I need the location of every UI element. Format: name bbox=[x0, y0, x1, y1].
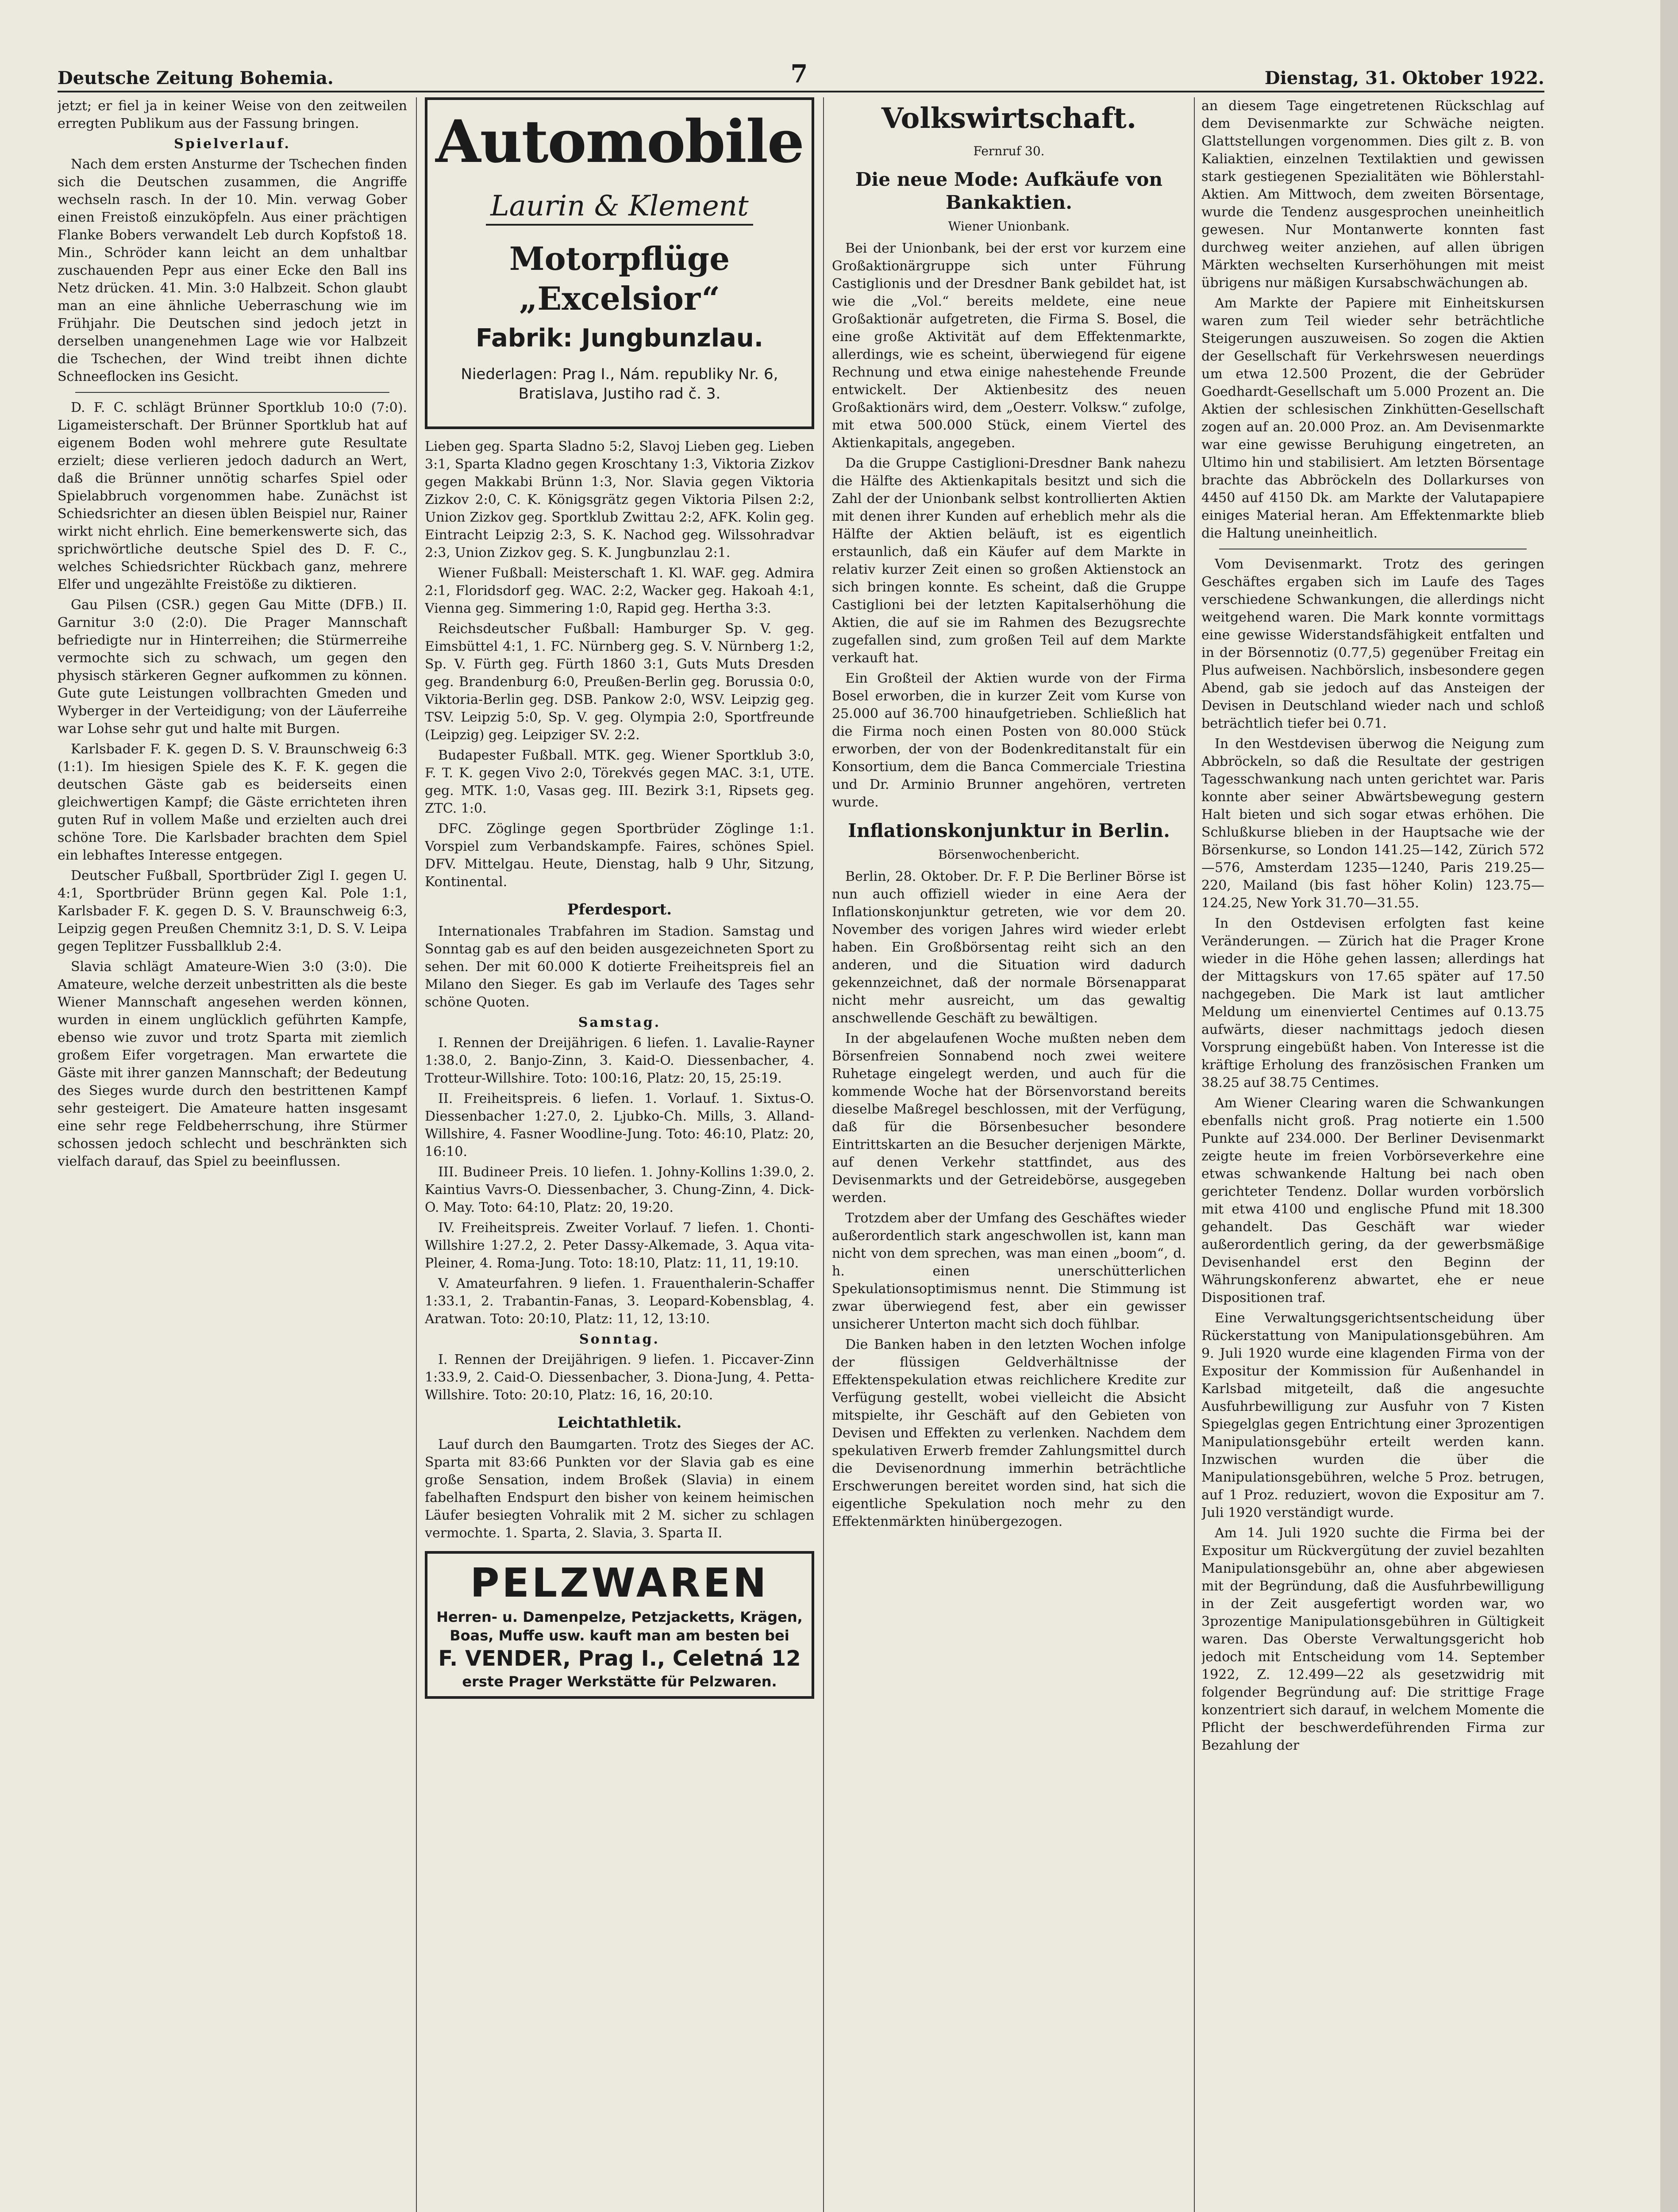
section-subheading: Spielverlauf. bbox=[174, 136, 291, 152]
header-rule bbox=[58, 91, 1544, 92]
article-text: V. Amateurfahren. 9 liefen. 1. Frauenthalerin-Schaffer 1:33.1, 2. Trabantin-Fanas, 3. Leopard-Kobensblag, 4. Aratwan. Toto: 20:10, Platz: 11, 12, 13:10. bbox=[425, 1276, 814, 1327]
article-subheading: Wiener Unionbank. bbox=[948, 219, 1070, 234]
article-text: jetzt; er fiel ja in keiner Weise von den zeitweilen erregten Publikum aus der Fassung bringen. bbox=[58, 98, 407, 131]
article-text: Bei der Unionbank, bei der erst vor kurzem eine Großaktionärgruppe sich unter Führung Castiglionis und der Dresdner Bank gebildet hat, ist wie die „Vol.“ bereits meldete, eine neue Großaktionär aufgetreten, die Firma S. Bosel, die eine große Aktivität auf dem Effektenmarkte, allerdings, wie es scheint, überwiegend für eigene Rechnung und etwa einige nahestehende Freunde entwickelt. Der Aktienbesitz des neuen Großaktionärs wird, dem „Oesterr. Volksw.“ zufolge, mit etwa 500.000 Stück, einem Viertel des Aktienkapitals, angegeben. bbox=[832, 241, 1186, 451]
article-text: Am Wiener Clearing waren die Schwankungen ebenfalls nicht groß. Prag notierte ein 1.500 Punkte auf 234.000. Der Berliner Devisenmarkt zeigte heute im freien Vorbörseverkehre eine etwas schwankende Haltung bei nach oben gerichteter Tendenz. Dollar wurden vorbörslich mit etwa 4100 und englische Pfund mit 18.300 gehandelt. Das Geschäft war wieder außerordentlich gering, da der gewerbsmäßige Devisenhandel erst den Beginn der Währungskonferenz abwartet, ehe er neue Dispositionen traf. bbox=[1201, 1095, 1544, 1306]
column-divider bbox=[1194, 97, 1195, 2212]
article-text: Reichsdeutscher Fußball: Hamburger Sp. V. geg. Eimsbüttel 4:1, 1. FC. Nürnberg geg. S. V. Nürnberg 1:2, Sp. V. Fürth geg. Fürth 1860 3:1, Guts Muts Dresden geg. Brandenburg 6:0, Preußen-Berlin geg. Borussia 0:0, Viktoria-Berlin geg. DSB. Pankow 2:0, WSV. Leipzig geg. TSV. Leipzig 5:0, Sp. V. geg. Olympia 2:0, Sportfreunde (Leipzig) geg. Leipziger SV. 2:2. bbox=[425, 621, 814, 743]
ad-title: Automobile bbox=[435, 108, 804, 176]
ad-factory: Fabrik: Jungbunzlau. bbox=[476, 324, 763, 353]
section-heading: Pferdesport. bbox=[567, 901, 672, 918]
section-heading: Leichtathletik. bbox=[557, 1414, 682, 1432]
ad-address: F. VENDER, Prag I., Celetná 12 bbox=[438, 1646, 801, 1671]
article-text: In den Westdevisen überwog die Neigung zum Abbröckeln, so daß die Resultate der gestrigen Tagesschwankung nach unten gerichtet war. Paris konnte aber seiner Abwärtsbewegung gestern Halt bieten und sich sogar etwas erhöhen. Die Schlußkurse blieben in der Hauptsache wie der Börsenkurse, so London 141.25—142, Zürich 572—576, Amsterdam 1235—1240, Paris 219.25—220, Mailand (bis fast höher Kolin) 123.75—124.25, New York 31.70—31.55. bbox=[1201, 736, 1544, 911]
newspaper-title: Deutsche Zeitung Bohemia. bbox=[58, 68, 334, 88]
article-text: Karlsbader F. K. gegen D. S. V. Braunschweig 6:3 (1:1). Im hiesigen Spiele des K. F. K. gegen die deutschen Gäste gab es beiderseits einen gleichwertigen Kampf; die Gäste errichteten ihren guten Ruf in vollem Maße und erzielten auch drei schöne Tore. Die Karlsbader brachten dem Spiel ein lebhaftes Interesse entgegen. bbox=[58, 741, 407, 863]
column-markets bbox=[1201, 97, 1544, 2212]
fur-advertisement bbox=[425, 1551, 814, 1699]
brand-logo: Laurin & Klement bbox=[435, 188, 804, 226]
article-text: Gau Pilsen (CSR.) gegen Gau Mitte (DFB.) II. Garnitur 3:0 (2:0). Die Prager Mannschaft befriedigte nur in Hinterreihen; die Stürmerreihe vermochte sich zu schwach, um gegen den physisch stärkeren Gegner aufkommen zu können. Gute gute Leistungen vollbrachten Gmeden und Wyberger in der Verteidigung; von der Läuferreihe war Lohse sehr gut und halte mit Burgen. bbox=[58, 597, 407, 737]
telephone-note: Fernruf 30. bbox=[973, 144, 1045, 158]
page-header bbox=[58, 58, 1544, 88]
column-divider bbox=[823, 97, 824, 2212]
article-text: Lauf durch den Baumgarten. Trotz des Sieges der AC. Sparta mit 83:66 Punkten vor der Slavia gab es eine große Sensation, indem Broßek (Slavia) in einem fabelhaften Endspurt den bisher von keinem heimischen Läufer besiegten Vohralik mit 2 M. sicher zu schlagen vermochte. 1. Sparta, 2. Slavia, 3. Sparta II. bbox=[425, 1437, 814, 1541]
section-heading: Volkswirtschaft. bbox=[881, 102, 1137, 135]
section-subheading: Samstag. bbox=[578, 1015, 661, 1030]
ad-title: PELZWAREN bbox=[470, 1560, 769, 1606]
article-text: Wiener Fußball: Meisterschaft 1. Kl. WAF. geg. Admira 2:1, Floridsdorf geg. WAC. 2:2, Wacker geg. Hakoah 4:1, Vienna geg. Simmering 1:0, Rapid geg. Hertha 3:3. bbox=[425, 565, 814, 616]
article-text: III. Budineer Preis. 10 liefen. 1. Johny-Kollins 1:39.0, 2. Kaintius Vavrs-O. Diessenbacher, 3. Chung-Zinn, 4. Dick-O. May. Toto: 64:10, Platz: 20, 19:20. bbox=[425, 1164, 814, 1215]
column-sports bbox=[58, 97, 407, 2212]
article-text: Budapester Fußball. MTK. geg. Wiener Sportklub 3:0, F. T. K. gegen Vivo 2:0, Törekvés gegen MAC. 3:1, UTE. geg. MTK. 1:0, Vasas geg. III. Bezirk 3:1, Ripsets geg. ZTC. 1:0. bbox=[425, 748, 814, 816]
article-text: Vom Devisenmarkt. Trotz des geringen Geschäftes ergaben sich im Laufe des Tages verschiedene Schwankungen, die allerdings nicht weitgehend waren. Die Mark konnte vormittags eine gewisse Widerstandsfähigkeit entfalten und in der Börsennotiz (0.77,5) gegenüber Freitag ein Plus aufweisen. Nachbörslich, insbesondere gegen Abend, gab sie jedoch auf das Ansteigen der Devisen in Deutschland wieder nach und schloß beträchtlich tiefer bei 0.71. bbox=[1201, 557, 1544, 731]
article-headline: Die neue Mode: Aufkäufe von Bankaktien. bbox=[855, 169, 1162, 213]
automobile-advertisement bbox=[425, 97, 814, 429]
column-divider bbox=[416, 97, 417, 2212]
ad-address: Niederlagen: Prag I., Nám. republiky Nr. 6, Bratislava, Justiho rad č. 3. bbox=[461, 365, 778, 403]
article-text: Internationales Trabfahren im Stadion. Samstag und Sonntag gab es auf den beiden ausgezeichneten Sport zu sehen. Der mit 60.000 K dotierte Freiheitspreis fiel an Milano den Sieger. Es gab im Verlaufe des Tages sehr schöne Quoten. bbox=[425, 924, 814, 1010]
article-text: D. F. C. schlägt Brünner Sportklub 10:0 (7:0). Ligameisterschaft. Der Brünner Sportklub hat auf eigenem Boden wohl mehrere gute Resultate erzielt; diese verlieren jedoch dadurch an Wert, daß die Brünner unnötig scharfes Spiel oder Spielabbruch vorgenommen habe. Zunächst ist Schiedsrichter an diesen üblen Beispiel nur, Rainer wirkt nicht ehrlich. Eine bemerkenswerte sich, das sprichwörtliche deutsche Spiel des D. F. C., welches Schiedsrichter Rückbach ganz, mehrere Elfer und ungezählte Freistöße zu diktieren. bbox=[58, 400, 407, 592]
article-text: an diesem Tage eingetretenen Rückschlag auf dem Devisenmarkte zur Schwäche neigten. Glattstellungen vorgenommen. Dies gilt z. B. von Kaliaktien, einzelnen Textilaktien und gewissen stark gestiegenen Spezialitäten wie Böhlerstahl-Aktien. Am Mittwoch, dem zweiten Börsentage, wurde die Tendenz ausgesprochen uneinheitlich gewesen. Nur Montanwerte konnten fast durchweg weiter anziehen, auf allen übrigen Märkten wechselten Kurserhöhungen mit meist übrigens nur mäßigen Kursabschwächungen ab. bbox=[1201, 98, 1544, 291]
ad-text: erste Prager Werkstätte für Pelzwaren. bbox=[462, 1673, 777, 1690]
article-text: Ein Großteil der Aktien wurde von der Firma Bosel erworben, die in kurzer Zeit vom Kurse von 25.000 auf 36.700 hinaufgetrieben. Schließlich hat die Firma noch einen Posten von 80.000 Stück erworben, der von der Bodenkreditanstalt für ein Konsortium, dem die Banca Commerciale Triestina und Dr. Arminio Brunner angehören, vertreten wurde. bbox=[832, 671, 1186, 810]
article-text: Deutscher Fußball, Sportbrüder Zigl I. gegen U. 4:1, Sportbrüder Brünn gegen Kal. Pole 1:1, Karlsbader F. K. gegen D. S. V. Braunschweig 6:3, Leipzig gegen Preußen Chemnitz 3:1, D. S. V. Leipa gegen Teplitzer Fussballklub 2:4. bbox=[58, 868, 407, 954]
section-subheading: Sonntag. bbox=[579, 1332, 660, 1347]
column-results bbox=[425, 97, 814, 2212]
ad-product: Motorpflüge „Excelsior“ bbox=[509, 240, 730, 317]
article-subheading: Börsenwochenbericht. bbox=[938, 847, 1080, 862]
article-text: IV. Freiheitspreis. Zweiter Vorlauf. 7 liefen. 1. Chonti-Willshire 1:27.2, 2. Peter Dassy-Alkemade, 3. Aqua vita-Pleiner, 4. Roma-Jung. Toto: 18:10, Platz: 11, 11, 19:10. bbox=[425, 1220, 814, 1271]
page-number: 7 bbox=[790, 59, 808, 88]
article-text: Lieben geg. Sparta Sladno 5:2, Slavoj Lieben geg. Lieben 3:1, Sparta Kladno gegen Kroschtany 1:3, Viktoria Zizkov gegen Makkabi Brünn 1:3, Nor. Slavia gegen Viktoria Zizkov 2:0, C. K. Königsgrätz gegen Viktoria Pilsen 2:2, Union Zizkov geg. Sportklub Zwittau 2:2, AFK. Kolin geg. Eintracht Leipzig 2:3, S. K. Nachod geg. Wilssohradvar 2:3, Union Zizkov geg. S. K. Jungbunzlau 2:1. bbox=[425, 439, 814, 561]
article-text: Am Markte der Papiere mit Einheitskursen waren zum Teil wieder sehr beträchtliche Steigerungen auszuweisen. So zogen die Aktien der Gesellschaft für Verkehrswesen neuerdings um etwa 12.500 Prozent, die der Gebrüder Goedhardt-Gesellschaft um 5.000 Prozent an. Die Aktien der schlesischen Zinkhütten-Gesellschaft zogen auf an. 20.000 Proz. an. Am Devisenmarkte war eine gewisse Beruhigung eingetreten, an Ultimo hin und stabilisiert. Am letzten Börsentage brachte das Abbröckeln des Dollarkurses von 4450 auf 4150 Dk. am Markte der Valutapapiere einiges Material heran. Am Effektenmarkte blieb die Haltung uneinheitlich. bbox=[1201, 296, 1544, 541]
article-text: Nach dem ersten Ansturme der Tschechen finden sich die Deutschen zusammen, die Angriffe wechseln rasch. In der 10. Min. verwag Gober einen Freistoß einzuköpfeln. Aus einer prächtigen Flanke Bobers verwandelt Leb durch Kopfstoß 18. Min., Schröder kann leicht an dem unhaltbar zuschauenden Pepr aus einer Ecke den Ball ins Netz drücken. 41. Min. 3:0 Halbzeit. Schon glaubt man an eine ähnliche Ueberraschung wie im Frühjahr. Die Deutschen sind jedoch jetzt in derselben unangenehmen Lage wie vor Halbzeit die Tschechen, der Wind treibt ihnen dichte Schneeflocken ins Gesicht. bbox=[58, 157, 407, 384]
column-economy bbox=[832, 97, 1186, 2212]
article-text: I. Rennen der Dreijährigen. 6 liefen. 1. Lavalie-Rayner 1:38.0, 2. Banjo-Zinn, 3. Kaid-O. Diessenbacher, 4. Trotteur-Willshire. Toto: 100:16, Platz: 20, 15, 25:19. bbox=[425, 1035, 814, 1086]
article-text: Slavia schlägt Amateure-Wien 3:0 (3:0). Die Amateure, welche derzeit unbestritten als die beste Wiener Mannschaft angesehen werden können, wurden in einem unglücklich geführten Kampfe, ebenso wie zuvor und trotz Sparta mit ziemlich großem Eifer vorgetragen. Man erwartete die Gäste mit ihrer ganzen Mannschaft; der Bedeutung des Sieges wurde durch den bestrittenen Kampf sehr gesteigert. Die Amateure hatten insgesamt eine sehr rege Feldbeherrschung, ihre Stürmer schossen jedoch schlecht und beschränkten sich vielfach darauf, das Spiel zu beeinflussen. bbox=[58, 959, 407, 1169]
article-text: Am 14. Juli 1920 suchte die Firma bei der Expositur um Rückvergütung der zuviel bezahlten Manipulationsgebühr an, ohne aber abgewiesen mit der Begründung, daß die Ausfuhrbewilligung in der Zeit ausgefertigt worden war, wo 3prozentige Manipulationsgebühren in Gültigkeit waren. Das Oberste Verwaltungsgericht hob jedoch mit Entscheidung vom 14. September 1922, Z. 12.499—22 als gesetzwidrig mit folgender Begründung auf: Die strittige Frage konzentriert sich darauf, in welchem Momente die Pflicht der beschwerdeführenden Firma zur Bezahlung der bbox=[1201, 1525, 1544, 1753]
article-text: DFC. Zöglinge gegen Sportbrüder Zöglinge 1:1. Vorspiel zum Verbandskampfe. Faires, schönes Spiel. DFV. Mittelgau. Heute, Dienstag, halb 9 Uhr, Sitzung, Kontinental. bbox=[425, 821, 814, 890]
article-text: Eine Verwaltungsgerichtsentscheidung über Rückerstattung von Manipulationsgebühren. Am 9. Juli 1920 wurde eine klagenden Firma von der Expositur der Kommission für Außenhandel in Karlsbad mitgeteilt, daß die angesuchte Ausfuhrbewilligung zur Ausfuhr von 7 Kisten Spiegelglas gegen Entrichtung einer 3prozentigen Manipulationsgebühr erteilt werden kann. Inzwischen wurden die über die Manipulationsgebühren, welche 5 Proz. betrugen, auf 1 Proz. reduziert, wovon die Expositur am 7. Juli 1920 verständigt wurde. bbox=[1201, 1310, 1544, 1521]
article-text: Berlin, 28. Oktober. Dr. F. P. Die Berliner Börse ist nun auch offiziell wieder in eine Aera der Inflationskonjunktur getreten, wie vor dem 20. November des vorigen Jahres wird wieder erlebt haben. Ein Großbörsentag reiht sich an den anderen, und die Situation wird dadurch gekennzeichnet, daß der normale Börsenapparat nicht mehr ausreicht, um das gewaltig anschwellende Geschäft zu bewältigen. bbox=[832, 869, 1186, 1026]
article-text: II. Freiheitspreis. 6 liefen. 1. Vorlauf. 1. Sixtus-O. Diessenbacher 1:27.0, 2. Ljubko-Ch. Mills, 3. Alland-Willshire, 4. Fasner Woodline-Jung. Toto: 46:10, Platz: 20, 16:10. bbox=[425, 1091, 814, 1160]
divider bbox=[75, 392, 389, 393]
ad-text: Herren- u. Damenpelze, Petzjacketts, Krägen, Boas, Muffe usw. kauft man am besten bei bbox=[436, 1609, 803, 1644]
article-text: Da die Gruppe Castiglioni-Dresdner Bank nahezu die Hälfte des Aktienkapitals besitzt und sich die Zahl der der Unionbank selbst kontrollierten Aktien mit denen ihrer Kunden auf erheblich mehr als die Hälfte der Aktien beläuft, ist es eigentlich erstaunlich, daß ein Käufer auf dem Markte in relativ kurzer Zeit einen so großen Aktienstock an sich bringen konnte. Es scheint, daß die Gruppe Castiglioni bei der letzten Kapitalserhöhung die Aktien, die auf sie im Rahmen des Bezugsrechte zugefallen sind, zum großen Teil auf dem Markte verkauft hat. bbox=[832, 456, 1186, 666]
article-text: In den Ostdevisen erfolgten fast keine Veränderungen. — Zürich hat die Prager Krone wieder in die Höhe gehen lassen; allerdings hat der Mittagskurs von 17.65 später auf 17.50 nachgegeben. Die Mark ist laut amtlicher Meldung um einenviertel Centimes auf 0.13.75 aufwärts, dieser nachmittags jedoch diesen Vorsprung eingebüßt haben. Von Interesse ist die kräftige Erholung des französischen Franken um 38.25 auf 38.75 Centimes. bbox=[1201, 916, 1544, 1091]
article-text: Die Banken haben in den letzten Wochen infolge der flüssigen Geldverhältnisse der Effektenspekulation etwas reichlichere Kredite zur Verfügung gestellt, wobei vielleicht die Absicht mitspielte, ihr Geschäft auf den Gebieten von Devisen und Effekten zu verlenken. Nachdem dem spekulativen Erwerb fremder Zahlungsmittel durch die Devisenordnung immerhin beträchtliche Erschwerungen bereitet worden sind, hat sich die eigentliche Spekulation noch mehr zu den Effektenmärkten hinübergezogen. bbox=[832, 1337, 1186, 1529]
issue-date: Dienstag, 31. Oktober 1922. bbox=[1264, 68, 1544, 88]
scan-edge bbox=[1660, 0, 1678, 2212]
article-text: Trotzdem aber der Umfang des Geschäftes wieder außerordentlich stark angeschwollen ist, kann man nicht von dem sprechen, was man einen „boom“, d. h. einen unerschütterlichen Spekulationsoptimismus nennt. Die Stimmung ist zwar überwiegend fest, aber ein gewisser unsicherer Unterton macht sich doch fühlbar. bbox=[832, 1210, 1186, 1332]
article-text: In der abgelaufenen Woche mußten neben dem Börsenfreien Sonnabend noch zwei weitere Ruhetage eingelegt werden, und auch für die kommende Woche hat der Börsenvorstand bereits dieselbe Maßregel beschlossen, mit der Verfügung, daß für die Börsenbesucher besondere Eintrittskarten an die Besucher derjenigen Märkte, auf denen Verkehr stattfindet, aus des Devisenmarkts und der Getreidebörse, ausgegeben werden. bbox=[832, 1031, 1186, 1206]
article-headline: Inflationskonjunktur in Berlin. bbox=[848, 820, 1170, 841]
article-text: I. Rennen der Dreijährigen. 9 liefen. 1. Piccaver-Zinn 1:33.9, 2. Caid-O. Diessenbacher, 3. Diona-Jung, 4. Petta-Willshire. Toto: 20:10, Platz: 16, 16, 20:10. bbox=[425, 1352, 814, 1403]
